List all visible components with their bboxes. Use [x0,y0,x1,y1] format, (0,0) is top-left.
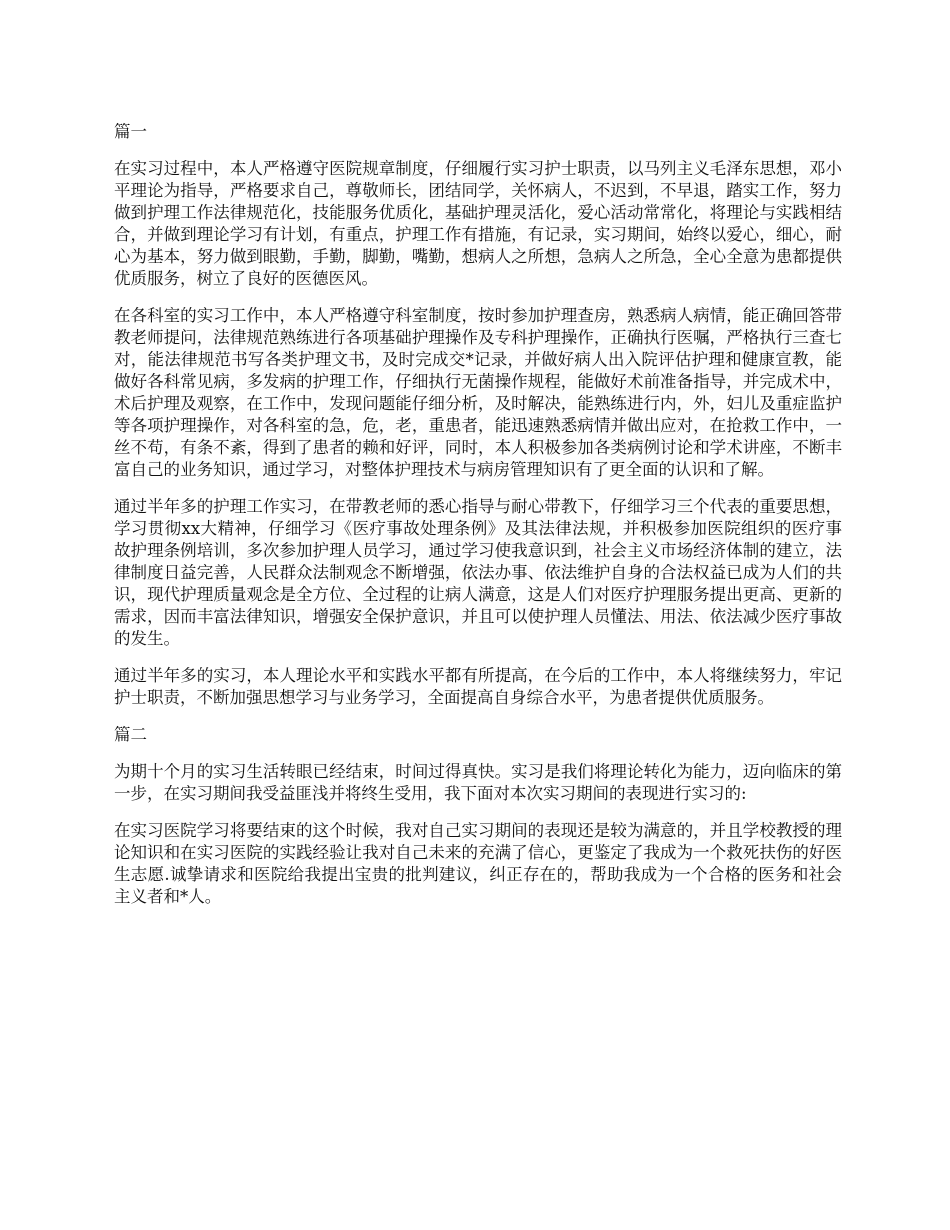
document-body [114,121,842,923]
section-heading-2: 篇二 [114,725,147,744]
paragraph: 在实习医院学习将要结束的这个时候，我对自己实习期间的表现还是较为满意的，并且学校教授的理论知识和在实习医院的实践经验让我对自己未来的充满了信心，更鉴定了我成为一个救死扶伤的好医生志愿.诚挚请求和医院给我提出宝贵的批判建议，纠正存在的，帮助我成为一个合格的医务和社会主义者和*人。 [114,821,842,906]
section-heading-1: 篇一 [114,122,147,141]
paragraph: 在各科室的实习工作中，本人严格遵守科室制度，按时参加护理查房，熟悉病人病情，能正确回答带教老师提问，法律规范熟练进行各项基础护理操作及专科护理操作，正确执行医嘱，严格执行三查七对，能法律规范书写各类护理文书，及时完成交*记录，并做好病人出入院评估护理和健康宣教，能做好各科常见病，多发病的护理工作，仔细执行无菌操作规程，能做好术前准备指导，并完成术中，术后护理及观察，在工作中，发现问题能仔细分析，及时解决，能熟练进行内，外，妇儿及重症监护等各项护理操作，对各科室的急，危，老，重患者，能迅速熟悉病情并做出应对，在抢救工作中，一丝不苟，有条不紊，得到了患者的赖和好评，同时，本人积极参加各类病例讨论和学术讲座，不断丰富自己的业务知识，通过学习，对整体护理技术与病房管理知识有了更全面的认识和了解。 [114,306,842,479]
paragraph: 通过半年多的实习，本人理论水平和实践水平都有所提高，在今后的工作中，本人将继续努力，牢记护士职责，不断加强思想学习与业务学习，全面提高自身综合水平，为患者提供优质服务。 [114,666,842,707]
paragraph: 为期十个月的实习生活转眼已经结束，时间过得真快。实习是我们将理论转化为能力，迈向临床的第一步，在实习期间我受益匪浅并将终生受用，我下面对本次实习期间的表现进行实习的: [114,762,842,803]
paragraph: 通过半年多的护理工作实习，在带教老师的悉心指导与耐心带教下，仔细学习三个代表的重要思想，学习贯彻xx大精神，仔细学习《医疗事故处理条例》及其法律法规，并积极参加医院组织的医疗事故护理条例培训，多次参加护理人员学习，通过学习使我意识到，社会主义市场经济体制的建立，法律制度日益完善，人民群众法制观念不断增强，依法办事、依法维护自身的合法权益已成为人们的共识，现代护理质量观念是全方位、全过程的让病人满意，这是人们对医疗护理服务提出更高、更新的需求，因而丰富法律知识，增强安全保护意识，并且可以使护理人员懂法、用法、依法减少医疗事故的发生。 [114,497,842,648]
paragraph: 在实习过程中，本人严格遵守医院规章制度，仔细履行实习护士职责，以马列主义毛泽东思想，邓小平理论为指导，严格要求自己，尊敬师长，团结同学，关怀病人，不迟到，不早退，踏实工作，努力做到护理工作法律规范化，技能服务优质化，基础护理灵活化，爱心活动常常化，将理论与实践相结合，并做到理论学习有计划，有重点，护理工作有措施，有记录，实习期间，始终以爱心，细心，耐心为基本，努力做到眼勤，手勤，脚勤，嘴勤，想病人之所想，急病人之所急，全心全意为患都提供优质服务，树立了良好的医德医风。 [114,159,842,288]
